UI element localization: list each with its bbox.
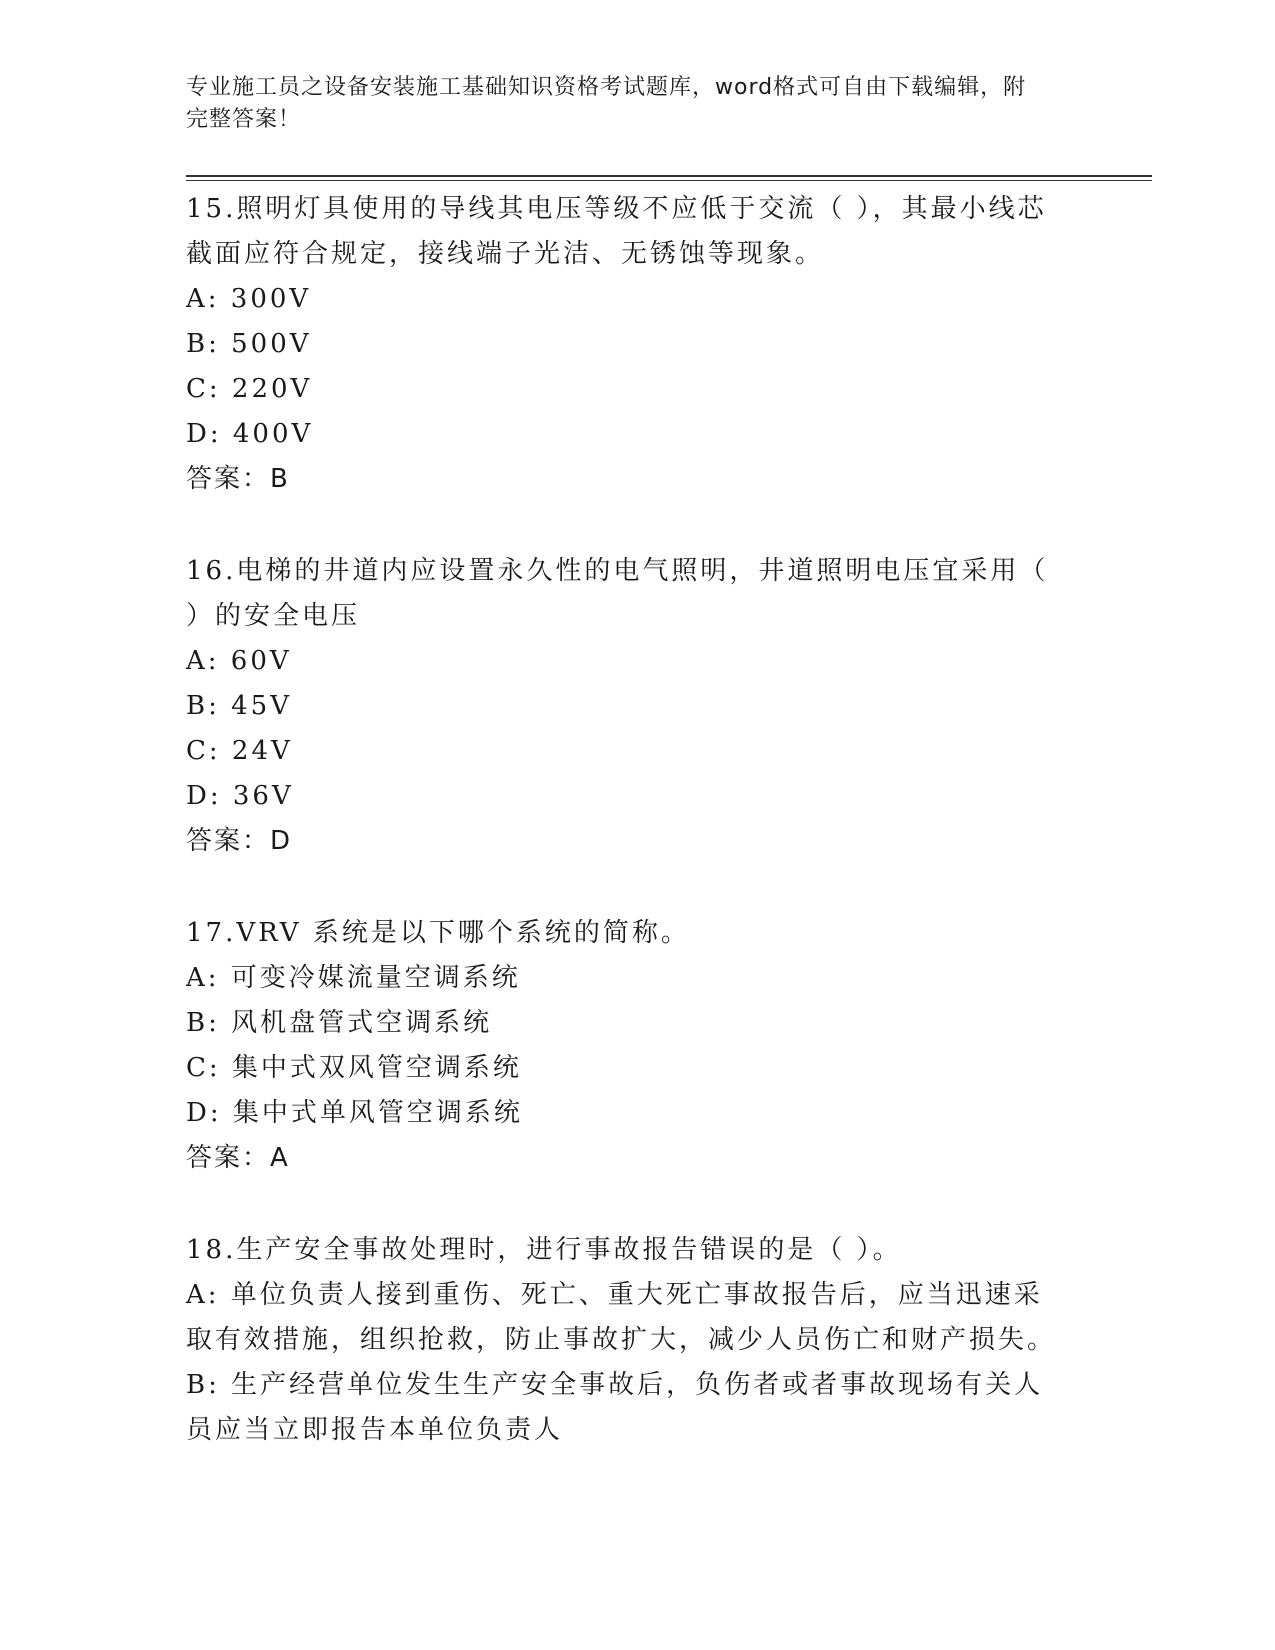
document-header bbox=[186, 72, 1046, 136]
answer: 答案：B bbox=[186, 464, 290, 494]
option-c: C: 24V bbox=[186, 736, 293, 766]
question-list bbox=[186, 187, 1066, 1453]
question-stem: 18.生产安全事故处理时，进行事故报告错误的是（ ）。 bbox=[186, 1235, 902, 1265]
question-17 bbox=[186, 911, 1066, 1181]
question-stem: 15.照明灯具使用的导线其电压等级不应低于交流（ ），其最小线芯截面应符合规定，接线端子光洁、无锈蚀等现象。 bbox=[186, 194, 1047, 269]
option-b: B: 生产经营单位发生生产安全事故后，负伤者或者事故现场有关人员应当立即报告本单位负责人 bbox=[186, 1370, 1044, 1445]
option-b: B: 风机盘管式空调系统 bbox=[186, 1008, 493, 1038]
option-c: C: 220V bbox=[186, 374, 313, 404]
option-c: C: 集中式双风管空调系统 bbox=[186, 1053, 522, 1083]
question-16 bbox=[186, 549, 1066, 864]
question-spacer bbox=[186, 1181, 1066, 1228]
answer: 答案：D bbox=[186, 826, 293, 856]
question-spacer bbox=[186, 864, 1066, 911]
option-d: D: 集中式单风管空调系统 bbox=[186, 1098, 523, 1128]
option-a: A: 300V bbox=[186, 284, 312, 314]
option-d: D: 400V bbox=[186, 419, 314, 449]
question-stem: 17.VRV 系统是以下哪个系统的简称。 bbox=[186, 918, 690, 948]
answer: 答案：A bbox=[186, 1143, 290, 1173]
question-stem: 16.电梯的井道内应设置永久性的电气照明，井道照明电压宜采用（ ）的安全电压 bbox=[186, 556, 1049, 631]
question-18 bbox=[186, 1228, 1066, 1453]
option-a: A: 60V bbox=[186, 646, 292, 676]
header-text: 专业施工员之设备安装施工基础知识资格考试题库，word格式可自由下载编辑，附完整答案！ bbox=[186, 75, 1027, 132]
header-divider-thick bbox=[186, 175, 1152, 177]
header-divider-thin bbox=[186, 180, 1152, 181]
question-15 bbox=[186, 187, 1066, 502]
question-spacer bbox=[186, 502, 1066, 549]
option-a: A: 可变冷媒流量空调系统 bbox=[186, 963, 521, 993]
option-d: D: 36V bbox=[186, 781, 294, 811]
option-b: B: 45V bbox=[186, 691, 292, 721]
option-b: B: 500V bbox=[186, 329, 312, 359]
option-a: A: 单位负责人接到重伤、死亡、重大死亡事故报告后，应当迅速采取有效措施，组织抢救，防止事故扩大，减少人员伤亡和财产损失。 bbox=[186, 1280, 1057, 1355]
